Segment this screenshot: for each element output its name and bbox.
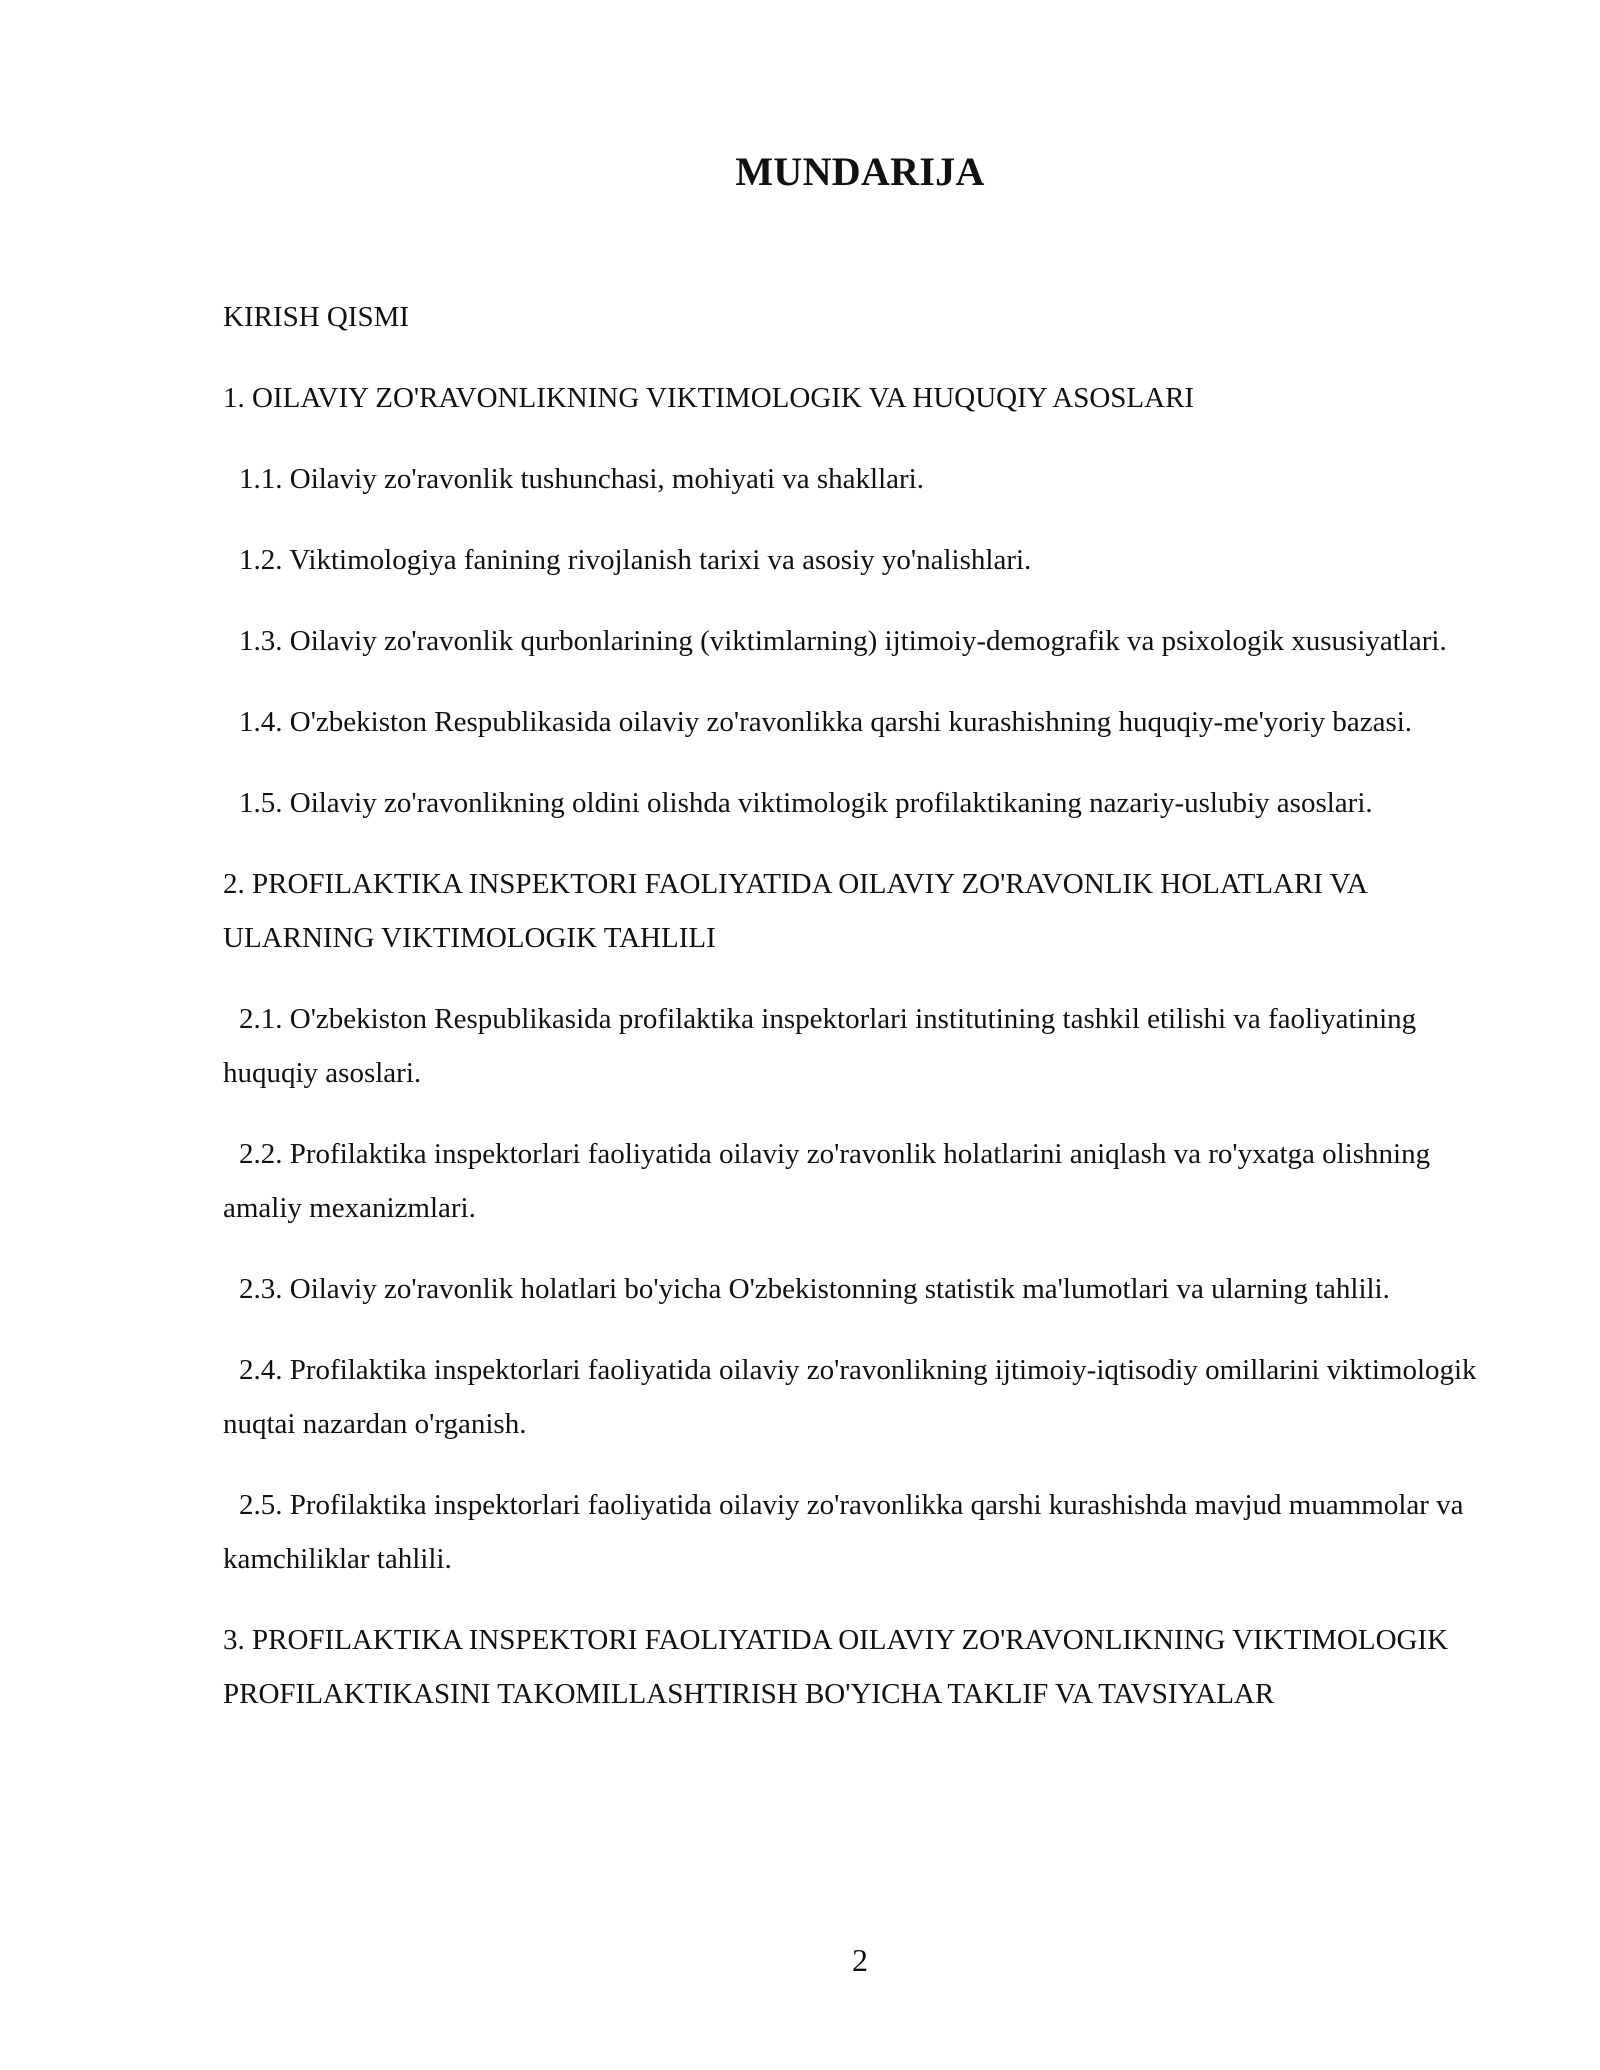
toc-chapter-2: 2. PROFILAKTIKA INSPEKTORI FAOLIYATIDA OILAVIY ZO'RAVONLIK HOLATLARI VA ULARNING VIKTIMOLOGIK TAHLILI	[223, 868, 1367, 954]
toc-entry-introduction: KIRISH QISMI	[223, 301, 410, 333]
toc-chapter-3: 3. PROFILAKTIKA INSPEKTORI FAOLIYATIDA OILAVIY ZO'RAVONLIKNING VIKTIMOLOGIK PROFILAKTIKASINI TAKOMILLASHTIRISH BO'YICHA TAKLIF VA TAVSIYALAR	[223, 1624, 1449, 1710]
page-number: 2	[852, 1942, 868, 1978]
toc-section-2-3: 2.3. Oilaviy zo'ravonlik holatlari bo'yicha O'zbekistonning statistik ma'lumotlari va ularning tahlili.	[239, 1273, 1390, 1305]
toc-section-1-2: 1.2. Viktimologiya fanining rivojlanish tarixi va asosiy yo'nalishlari.	[239, 544, 1032, 576]
table-of-contents	[223, 290, 1503, 1748]
toc-section-2-5: 2.5. Profilaktika inspektorlari faoliyatida oilaviy zo'ravonlikka qarshi kurashishda mavjud muammolar va kamchiliklar tahlili.	[223, 1489, 1464, 1575]
toc-section-1-4: 1.4. O'zbekiston Respublikasida oilaviy zo'ravonlikka qarshi kurashishning huquqiy-me'yoriy bazasi.	[239, 706, 1413, 738]
toc-section-1-1: 1.1. Oilaviy zo'ravonlik tushunchasi, mohiyati va shakllari.	[239, 463, 924, 495]
toc-section-2-1: 2.1. O'zbekiston Respublikasida profilaktika inspektorlari institutining tashkil etilishi va faoliyatining huquqiy asoslari.	[223, 1003, 1417, 1089]
toc-section-1-3: 1.3. Oilaviy zo'ravonlik qurbonlarining (viktimlarning) ijtimoiy-demografik va psixologik xususiyatlari.	[239, 625, 1447, 657]
toc-section-2-2: 2.2. Profilaktika inspektorlari faoliyatida oilaviy zo'ravonlik holatlarini aniqlash va ro'yxatga olishning amaliy mexanizmlari.	[223, 1138, 1431, 1224]
toc-chapter-1: 1. OILAVIY ZO'RAVONLIKNING VIKTIMOLOGIK VA HUQUQIY ASOSLARI	[223, 382, 1195, 414]
toc-section-2-4: 2.4. Profilaktika inspektorlari faoliyatida oilaviy zo'ravonlikning ijtimoiy-iqtisodiy omillarini viktimologik nuqtai nazardan o'rganish.	[223, 1354, 1477, 1440]
toc-title: MUNDARIJA	[735, 149, 985, 194]
toc-section-1-5: 1.5. Oilaviy zo'ravonlikning oldini olishda viktimologik profilaktikaning nazariy-uslubiy asoslari.	[239, 787, 1373, 819]
